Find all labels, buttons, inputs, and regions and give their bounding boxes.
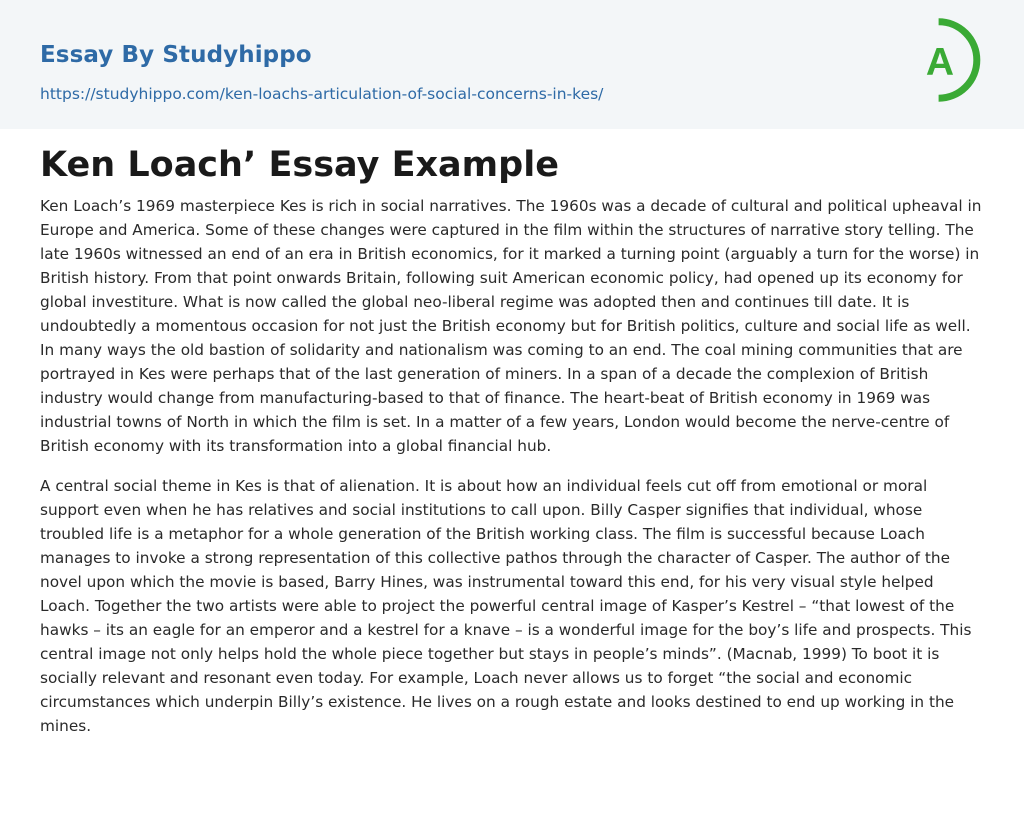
page-title: Ken Loach’ Essay Example — [40, 145, 559, 185]
essay-paragraph: A central social theme in Kes is that of alienation. It is about how an individual feels cut off from emotional or moral support even when he has relatives and social institutions to call upon. Billy Casper signifies that individual, whose troubled life is a metaphor for a whole generation of the British working class. The film is successful because Loach manages to invoke a strong representation of this collective pathos through the character of Casper. The author of the novel upon which the movie is based, Barry Hines, was instrumental toward this end, for his very visual style helped Loach. Together the two artists were able to project the powerful central image of Kasper’s Kestrel – “that lowest of the hawks – its an eagle for an emperor and a kestrel for a knave – is a wonderful image for the boy’s life and prospects. This central image not only helps hold the whole piece together but stays in people’s minds”. (Macnab, 1999) To boot it is socially relevant and resonant even today. For example, Loach never allows us to forget “the social and economic circumstances which underpin Billy’s existence. He lives on a rough estate and looks destined to end up working in the mines. — [40, 477, 972, 735]
logo-letter: A — [925, 41, 955, 84]
studyhippo-logo-icon[interactable] — [912, 18, 986, 106]
essay-body — [40, 194, 988, 754]
essay-paragraph: Ken Loach’s 1969 masterpiece Kes is rich in social narratives. The 1960s was a decade of cultural and political upheaval in Europe and America. Some of these changes were captured in the film within the structures of narrative story telling. The late 1960s witnessed an end of an era in British economics, for it marked a turning point (arguably a turn for the worse) in British history. From that point onwards Britain, following suit American economic policy, had opened up its economy for global investiture. What is now called the global neo-liberal regime was adopted then and continues till date. It is undoubtedly a momentous occasion for not just the British economy but for British politics, culture and social life as well. In many ways the old bastion of solidarity and nationalism was coming to an end. The coal mining communities that are portrayed in Kes were perhaps that of the last generation of miners. In a span of a decade the complexion of British industry would change from manufacturing-based to that of finance. The heart-beat of British economy in 1969 was industrial towns of North in which the film is set. In a matter of a few years, London would become the nerve-centre of British economy with its transformation into a global financial hub. — [40, 197, 982, 455]
source-url-link[interactable]: https://studyhippo.com/ken-loachs-articulation-of-social-concerns-in-kes/ — [40, 85, 604, 103]
site-header — [0, 0, 1024, 129]
site-brand[interactable]: Essay By Studyhippo — [40, 42, 312, 68]
